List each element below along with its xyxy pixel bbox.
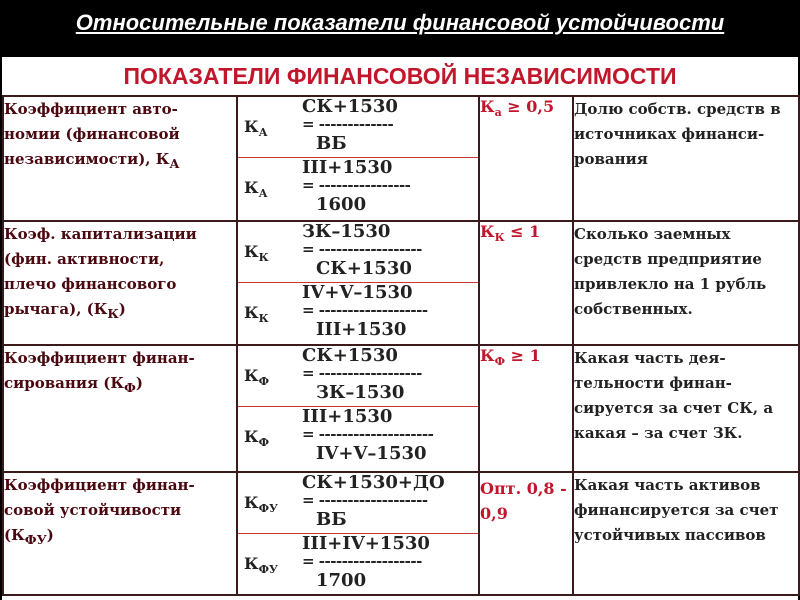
indicator-name-line: Коэффициент авто-: [4, 100, 178, 118]
formula-symbol: [244, 493, 278, 515]
formula-numerator: III+1530: [302, 157, 393, 178]
formula-fraction-bar: = -------------------: [302, 301, 428, 319]
table-row: [3, 345, 799, 472]
formula-symbol-letter: К: [244, 427, 259, 446]
formula-symbol: [244, 242, 269, 264]
norm-symbol: К: [480, 346, 495, 365]
indicator-name-line: рычага), (К: [4, 300, 108, 318]
formula-symbol: [244, 554, 278, 576]
indicators-table: [2, 95, 800, 596]
formula-fraction-bar: = ------------------: [302, 240, 422, 258]
formula-denominator: ЗК–1530: [316, 382, 405, 403]
indicator-name-line: (фин. активности,: [4, 250, 165, 268]
indicator-name-line: Коэффициент финан-: [4, 476, 195, 494]
formula-symbol-letter: К: [244, 554, 259, 573]
formula-denominator: 1700: [316, 570, 367, 591]
norm-subscript: а: [494, 106, 502, 120]
table-row: [3, 96, 799, 221]
norm-subscript: К: [494, 231, 505, 245]
norm-symbol: К: [480, 97, 495, 116]
formula: [238, 534, 478, 594]
formula-fraction-bar: = --------------------: [302, 425, 434, 443]
indicator-description: Какая часть дея-тельности финан-сируется за счет СК, а какая – за счет ЗК.: [573, 345, 799, 472]
indicator-name-suffix: ): [46, 526, 54, 544]
slide-title: Относительные показатели финансовой устойчивости: [75, 10, 725, 35]
formula: [238, 283, 478, 343]
norm-text: Опт. 0,8 - 0,9: [480, 479, 567, 523]
formula-symbol-letter: К: [244, 493, 259, 512]
formula-cell: [237, 472, 479, 595]
norm-condition: ≤ 1: [504, 222, 541, 241]
title-bar: [0, 0, 800, 55]
indicator-description: Какая часть активов финансируется за счет устойчивых пассивов: [573, 472, 799, 595]
formula-symbol-subscript: Ф: [258, 436, 269, 450]
indicator-name: [3, 221, 237, 345]
formula: [238, 407, 478, 467]
indicator-name-line: плечо финансового: [4, 275, 177, 293]
indicator-name: [3, 472, 237, 595]
indicator-name-suffix: ): [135, 374, 144, 392]
indicator-name-subscript: К: [107, 306, 119, 321]
formula-denominator: 1600: [316, 194, 367, 215]
indicator-name-line: совой устойчивости: [4, 501, 182, 519]
formula-numerator: III+IV+1530: [302, 533, 430, 554]
formula-fraction-bar: = -------------: [302, 115, 394, 133]
formula-symbol: [244, 117, 268, 139]
formula-symbol-subscript: Ф: [258, 375, 269, 389]
indicator-name-line: сирования (К: [4, 374, 125, 392]
formula-fraction-bar: = -------------------: [302, 491, 428, 509]
formula-symbol-subscript: К: [258, 312, 269, 326]
formula-fraction-bar: = ------------------: [302, 364, 422, 382]
formula-symbol-letter: К: [244, 117, 259, 136]
norm-value: [479, 345, 573, 472]
formula-numerator: III+1530: [302, 406, 393, 427]
indicator-description: Сколько заемных средств предприятие привлекло на 1 рубль собственных.: [573, 221, 799, 345]
formula-fraction-bar: = ----------------: [302, 176, 411, 194]
formula-numerator: ЗК–1530: [302, 221, 391, 242]
norm-symbol: К: [480, 222, 495, 241]
indicator-name: [3, 96, 237, 221]
indicator-name-subscript: А: [169, 156, 180, 171]
norm-value: [479, 221, 573, 345]
formula: [238, 346, 478, 407]
formula-symbol: [244, 427, 269, 449]
formula: [238, 473, 478, 534]
formula: [238, 158, 478, 218]
indicator-name-subscript: Ф: [124, 380, 136, 395]
table-header: ПОКАЗАТЕЛИ ФИНАНСОВОЙ НЕЗАВИСИМОСТИ: [2, 57, 798, 97]
formula-numerator: СК+1530: [302, 345, 398, 366]
formula-cell: [237, 345, 479, 472]
formula-denominator: III+1530: [316, 319, 407, 340]
indicator-name-line: Коэффициент финан-: [4, 349, 195, 367]
formula-symbol-letter: К: [244, 242, 259, 261]
formula-denominator: ВБ: [316, 509, 347, 530]
formula-symbol-subscript: А: [258, 126, 268, 140]
formula-symbol: [244, 303, 269, 325]
formula-numerator: СК+1530: [302, 96, 398, 117]
norm-subscript: Ф: [494, 355, 505, 369]
formula: [238, 222, 478, 283]
table-row: [3, 221, 799, 345]
formula-symbol-subscript: ФУ: [258, 563, 278, 577]
table-row: [3, 472, 799, 595]
indicator-name-subscript: ФУ: [24, 532, 47, 547]
indicator-name-suffix: ): [118, 300, 126, 318]
norm-value: [479, 472, 573, 595]
formula-denominator: ВБ: [316, 133, 347, 154]
formula-denominator: СК+1530: [316, 258, 412, 279]
indicator-name: [3, 345, 237, 472]
formula-symbol-letter: К: [244, 366, 259, 385]
indicator-description: Долю собств. средств в источниках финанси-рования: [573, 96, 799, 221]
formula-numerator: IV+V–1530: [302, 282, 413, 303]
formula-symbol: [244, 366, 269, 388]
formula-symbol-letter: К: [244, 178, 259, 197]
formula-cell: [237, 221, 479, 345]
formula-symbol-letter: К: [244, 303, 259, 322]
norm-value: [479, 96, 573, 221]
formula-denominator: IV+V–1530: [316, 443, 427, 464]
formula-symbol-subscript: А: [258, 187, 268, 201]
slide-content: [2, 57, 798, 600]
formula-symbol-subscript: К: [258, 251, 269, 265]
indicator-name-line: (К: [4, 526, 25, 544]
formula-symbol-subscript: ФУ: [258, 502, 278, 516]
formula-numerator: СК+1530+ДО: [302, 472, 445, 493]
norm-condition: ≥ 0,5: [501, 97, 555, 116]
indicator-name-line: Коэф. капитализации: [4, 225, 197, 243]
formula-symbol: [244, 178, 268, 200]
formula-fraction-bar: = ------------------: [302, 552, 422, 570]
formula-cell: [237, 96, 479, 221]
indicator-name-line: номии (финансовой: [4, 125, 180, 143]
norm-condition: ≥ 1: [505, 346, 541, 365]
indicator-name-line: независимости), К: [4, 150, 170, 168]
formula: [238, 97, 478, 158]
